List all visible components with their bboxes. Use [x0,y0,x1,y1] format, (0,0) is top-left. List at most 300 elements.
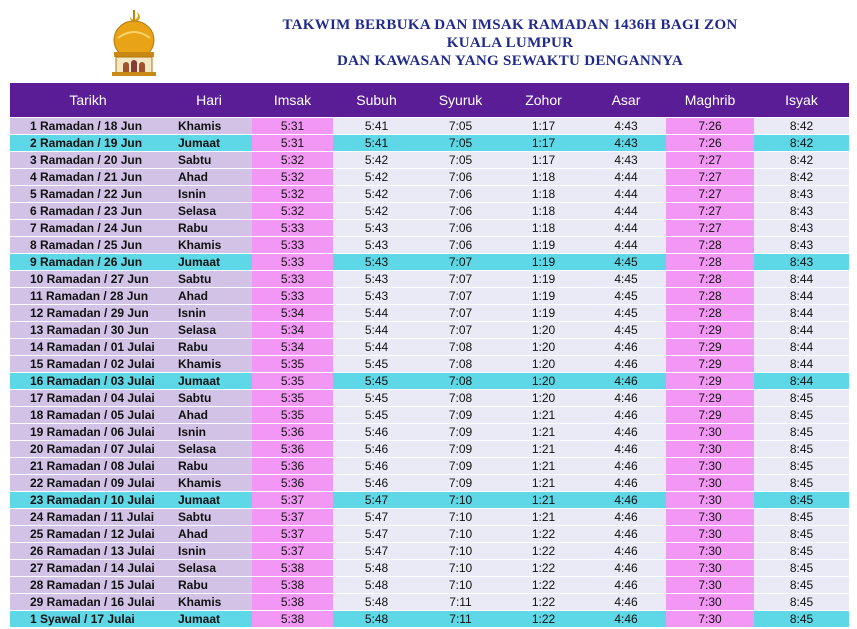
cell-isyak: 8:45 [754,560,849,577]
cell-syuruk: 7:09 [420,407,501,424]
cell-maghrib: 7:30 [666,475,754,492]
cell-tarikh: 11 Ramadan / 28 Jun [10,288,166,305]
cell-syuruk: 7:11 [420,594,501,611]
cell-zohor: 1:21 [501,492,586,509]
cell-maghrib: 7:28 [666,288,754,305]
cell-imsak: 5:36 [252,424,333,441]
cell-imsak: 5:31 [252,135,333,152]
cell-subuh: 5:43 [333,220,420,237]
table-header-row [10,83,849,118]
table-row [10,186,849,203]
cell-hari: Ahad [166,526,252,543]
cell-asar: 4:46 [586,543,666,560]
mosque-dome-icon [106,8,162,78]
cell-hari: Selasa [166,560,252,577]
cell-hari: Selasa [166,441,252,458]
cell-subuh: 5:48 [333,560,420,577]
cell-maghrib: 7:30 [666,458,754,475]
cell-isyak: 8:45 [754,509,849,526]
cell-zohor: 1:21 [501,424,586,441]
cell-subuh: 5:43 [333,271,420,288]
cell-isyak: 8:45 [754,594,849,611]
cell-hari: Ahad [166,288,252,305]
cell-asar: 4:44 [586,220,666,237]
cell-zohor: 1:21 [501,475,586,492]
cell-asar: 4:43 [586,152,666,169]
cell-hari: Rabu [166,339,252,356]
cell-asar: 4:44 [586,203,666,220]
cell-isyak: 8:43 [754,203,849,220]
cell-subuh: 5:46 [333,458,420,475]
cell-imsak: 5:32 [252,203,333,220]
column-header-maghrib: Maghrib [666,83,754,118]
cell-syuruk: 7:06 [420,186,501,203]
table-row [10,390,849,407]
cell-asar: 4:45 [586,305,666,322]
cell-tarikh: 26 Ramadan / 13 Julai [10,543,166,560]
cell-zohor: 1:20 [501,339,586,356]
cell-isyak: 8:43 [754,237,849,254]
cell-tarikh: 14 Ramadan / 01 Julai [10,339,166,356]
column-header-syuruk: Syuruk [420,83,501,118]
cell-hari: Khamis [166,356,252,373]
cell-zohor: 1:20 [501,390,586,407]
cell-hari: Khamis [166,594,252,611]
cell-syuruk: 7:10 [420,509,501,526]
table-row [10,237,849,254]
table-row [10,424,849,441]
cell-isyak: 8:43 [754,186,849,203]
cell-asar: 4:46 [586,526,666,543]
cell-syuruk: 7:07 [420,305,501,322]
cell-subuh: 5:43 [333,254,420,271]
cell-asar: 4:46 [586,424,666,441]
cell-maghrib: 7:28 [666,271,754,288]
cell-isyak: 8:45 [754,407,849,424]
cell-tarikh: 27 Ramadan / 14 Julai [10,560,166,577]
cell-isyak: 8:45 [754,577,849,594]
cell-imsak: 5:35 [252,407,333,424]
cell-maghrib: 7:30 [666,577,754,594]
cell-maghrib: 7:27 [666,152,754,169]
column-header-imsak: Imsak [252,83,333,118]
cell-isyak: 8:43 [754,220,849,237]
cell-isyak: 8:44 [754,339,849,356]
cell-imsak: 5:37 [252,543,333,560]
cell-tarikh: 20 Ramadan / 07 Julai [10,441,166,458]
cell-imsak: 5:37 [252,526,333,543]
cell-isyak: 8:42 [754,152,849,169]
table-row [10,305,849,322]
table-row [10,203,849,220]
cell-asar: 4:46 [586,339,666,356]
cell-subuh: 5:48 [333,577,420,594]
cell-subuh: 5:47 [333,526,420,543]
cell-maghrib: 7:29 [666,373,754,390]
cell-syuruk: 7:07 [420,271,501,288]
cell-asar: 4:45 [586,288,666,305]
cell-zohor: 1:18 [501,186,586,203]
cell-imsak: 5:38 [252,560,333,577]
cell-maghrib: 7:30 [666,441,754,458]
cell-tarikh: 9 Ramadan / 26 Jun [10,254,166,271]
cell-imsak: 5:35 [252,373,333,390]
cell-hari: Sabtu [166,271,252,288]
cell-maghrib: 7:30 [666,560,754,577]
cell-subuh: 5:47 [333,509,420,526]
cell-imsak: 5:33 [252,237,333,254]
column-header-asar: Asar [586,83,666,118]
cell-maghrib: 7:30 [666,526,754,543]
cell-isyak: 8:45 [754,475,849,492]
cell-asar: 4:44 [586,186,666,203]
cell-syuruk: 7:10 [420,543,501,560]
cell-imsak: 5:31 [252,118,333,135]
cell-tarikh: 10 Ramadan / 27 Jun [10,271,166,288]
cell-zohor: 1:22 [501,594,586,611]
cell-imsak: 5:37 [252,492,333,509]
cell-syuruk: 7:06 [420,237,501,254]
cell-imsak: 5:32 [252,169,333,186]
cell-maghrib: 7:30 [666,543,754,560]
cell-syuruk: 7:09 [420,475,501,492]
table-row [10,475,849,492]
cell-zohor: 1:22 [501,560,586,577]
cell-subuh: 5:43 [333,237,420,254]
cell-isyak: 8:45 [754,611,849,628]
cell-hari: Sabtu [166,509,252,526]
cell-subuh: 5:46 [333,475,420,492]
cell-hari: Rabu [166,458,252,475]
column-header-isyak: Isyak [754,83,849,118]
cell-maghrib: 7:27 [666,203,754,220]
cell-asar: 4:43 [586,118,666,135]
cell-tarikh: 3 Ramadan / 20 Jun [10,152,166,169]
cell-maghrib: 7:27 [666,169,754,186]
cell-imsak: 5:33 [252,271,333,288]
cell-subuh: 5:47 [333,543,420,560]
cell-imsak: 5:36 [252,441,333,458]
cell-zohor: 1:18 [501,220,586,237]
cell-maghrib: 7:30 [666,594,754,611]
cell-hari: Isnin [166,424,252,441]
cell-isyak: 8:45 [754,458,849,475]
cell-subuh: 5:46 [333,424,420,441]
cell-maghrib: 7:29 [666,407,754,424]
cell-isyak: 8:44 [754,322,849,339]
cell-asar: 4:46 [586,441,666,458]
cell-maghrib: 7:26 [666,135,754,152]
cell-asar: 4:46 [586,594,666,611]
cell-zohor: 1:21 [501,509,586,526]
cell-hari: Ahad [166,169,252,186]
table-row [10,118,849,135]
cell-hari: Jumaat [166,254,252,271]
table-row [10,135,849,152]
table-row [10,152,849,169]
cell-asar: 4:45 [586,254,666,271]
cell-isyak: 8:44 [754,271,849,288]
cell-isyak: 8:45 [754,543,849,560]
cell-zohor: 1:20 [501,322,586,339]
cell-maghrib: 7:29 [666,339,754,356]
cell-imsak: 5:33 [252,288,333,305]
table-row [10,526,849,543]
cell-maghrib: 7:28 [666,237,754,254]
cell-zohor: 1:18 [501,169,586,186]
cell-syuruk: 7:10 [420,560,501,577]
cell-tarikh: 1 Ramadan / 18 Jun [10,118,166,135]
cell-maghrib: 7:30 [666,509,754,526]
cell-hari: Khamis [166,118,252,135]
cell-subuh: 5:41 [333,118,420,135]
cell-imsak: 5:35 [252,356,333,373]
cell-hari: Jumaat [166,135,252,152]
cell-syuruk: 7:05 [420,118,501,135]
cell-isyak: 8:43 [754,254,849,271]
cell-subuh: 5:44 [333,305,420,322]
cell-imsak: 5:36 [252,458,333,475]
cell-subuh: 5:42 [333,169,420,186]
cell-tarikh: 23 Ramadan / 10 Julai [10,492,166,509]
cell-tarikh: 6 Ramadan / 23 Jun [10,203,166,220]
cell-syuruk: 7:08 [420,356,501,373]
cell-tarikh: 1 Syawal / 17 Julai [10,611,166,628]
cell-maghrib: 7:29 [666,322,754,339]
cell-imsak: 5:32 [252,186,333,203]
table-row [10,560,849,577]
cell-imsak: 5:38 [252,577,333,594]
cell-zohor: 1:21 [501,407,586,424]
cell-asar: 4:46 [586,356,666,373]
cell-maghrib: 7:28 [666,254,754,271]
cell-syuruk: 7:05 [420,135,501,152]
cell-subuh: 5:43 [333,288,420,305]
cell-imsak: 5:38 [252,611,333,628]
cell-subuh: 5:48 [333,611,420,628]
cell-asar: 4:46 [586,577,666,594]
cell-tarikh: 29 Ramadan / 16 Julai [10,594,166,611]
cell-hari: Jumaat [166,492,252,509]
cell-syuruk: 7:09 [420,424,501,441]
cell-isyak: 8:45 [754,390,849,407]
cell-tarikh: 4 Ramadan / 21 Jun [10,169,166,186]
title-line-3: DAN KAWASAN YANG SEWAKTU DENGANNYA [336,53,684,69]
cell-subuh: 5:42 [333,203,420,220]
cell-tarikh: 15 Ramadan / 02 Julai [10,356,166,373]
cell-hari: Jumaat [166,373,252,390]
cell-asar: 4:45 [586,322,666,339]
cell-hari: Selasa [166,203,252,220]
table-row [10,288,849,305]
cell-hari: Rabu [166,220,252,237]
table-row [10,322,849,339]
cell-subuh: 5:45 [333,407,420,424]
cell-syuruk: 7:09 [420,458,501,475]
cell-isyak: 8:45 [754,526,849,543]
cell-maghrib: 7:29 [666,390,754,407]
column-header-subuh: Subuh [333,83,420,118]
cell-isyak: 8:44 [754,356,849,373]
cell-imsak: 5:32 [252,152,333,169]
cell-hari: Isnin [166,543,252,560]
cell-zohor: 1:22 [501,577,586,594]
cell-zohor: 1:20 [501,373,586,390]
cell-isyak: 8:42 [754,169,849,186]
cell-tarikh: 18 Ramadan / 05 Julai [10,407,166,424]
cell-hari: Khamis [166,475,252,492]
cell-imsak: 5:33 [252,220,333,237]
table-row [10,509,849,526]
cell-syuruk: 7:08 [420,373,501,390]
cell-maghrib: 7:27 [666,220,754,237]
cell-subuh: 5:44 [333,322,420,339]
cell-hari: Sabtu [166,390,252,407]
cell-subuh: 5:45 [333,390,420,407]
cell-imsak: 5:37 [252,509,333,526]
cell-imsak: 5:35 [252,390,333,407]
cell-asar: 4:46 [586,390,666,407]
cell-zohor: 1:21 [501,458,586,475]
cell-subuh: 5:46 [333,441,420,458]
cell-tarikh: 22 Ramadan / 09 Julai [10,475,166,492]
cell-zohor: 1:19 [501,288,586,305]
cell-zohor: 1:17 [501,135,586,152]
cell-subuh: 5:41 [333,135,420,152]
cell-isyak: 8:45 [754,441,849,458]
cell-syuruk: 7:09 [420,441,501,458]
cell-maghrib: 7:30 [666,492,754,509]
cell-maghrib: 7:30 [666,611,754,628]
cell-syuruk: 7:06 [420,220,501,237]
table-row [10,492,849,509]
cell-syuruk: 7:10 [420,526,501,543]
cell-subuh: 5:42 [333,152,420,169]
cell-hari: Khamis [166,237,252,254]
cell-isyak: 8:44 [754,305,849,322]
cell-syuruk: 7:07 [420,322,501,339]
cell-zohor: 1:22 [501,543,586,560]
cell-maghrib: 7:26 [666,118,754,135]
cell-subuh: 5:45 [333,356,420,373]
cell-subuh: 5:45 [333,373,420,390]
cell-isyak: 8:42 [754,118,849,135]
cell-asar: 4:46 [586,611,666,628]
cell-tarikh: 21 Ramadan / 08 Julai [10,458,166,475]
cell-subuh: 5:48 [333,594,420,611]
table-row [10,220,849,237]
cell-asar: 4:44 [586,237,666,254]
cell-maghrib: 7:27 [666,186,754,203]
cell-isyak: 8:42 [754,135,849,152]
cell-syuruk: 7:06 [420,203,501,220]
cell-syuruk: 7:07 [420,288,501,305]
cell-hari: Jumaat [166,611,252,628]
cell-hari: Sabtu [166,152,252,169]
cell-asar: 4:46 [586,407,666,424]
cell-asar: 4:46 [586,373,666,390]
page-title [170,16,850,70]
cell-asar: 4:46 [586,509,666,526]
cell-zohor: 1:22 [501,611,586,628]
cell-hari: Isnin [166,186,252,203]
column-header-zohor: Zohor [501,83,586,118]
cell-maghrib: 7:29 [666,356,754,373]
table-row [10,543,849,560]
cell-syuruk: 7:10 [420,577,501,594]
cell-isyak: 8:45 [754,424,849,441]
cell-syuruk: 7:06 [420,169,501,186]
cell-syuruk: 7:08 [420,339,501,356]
table-row [10,254,849,271]
cell-isyak: 8:44 [754,288,849,305]
table-row [10,271,849,288]
cell-tarikh: 7 Ramadan / 24 Jun [10,220,166,237]
table-row [10,441,849,458]
cell-imsak: 5:34 [252,322,333,339]
table-row [10,594,849,611]
cell-hari: Rabu [166,577,252,594]
cell-imsak: 5:33 [252,254,333,271]
title-line-1: TAKWIM BERBUKA DAN IMSAK RAMADAN 1436H BAGI ZON [282,17,738,33]
cell-zohor: 1:18 [501,203,586,220]
column-header-tarikh: Tarikh [10,83,166,118]
cell-asar: 4:46 [586,492,666,509]
column-header-hari: Hari [166,83,252,118]
cell-tarikh: 28 Ramadan / 15 Julai [10,577,166,594]
cell-asar: 4:46 [586,458,666,475]
cell-zohor: 1:19 [501,237,586,254]
cell-tarikh: 17 Ramadan / 04 Julai [10,390,166,407]
cell-maghrib: 7:28 [666,305,754,322]
table-row [10,611,849,628]
cell-isyak: 8:44 [754,373,849,390]
cell-tarikh: 19 Ramadan / 06 Julai [10,424,166,441]
cell-asar: 4:45 [586,271,666,288]
table-row [10,407,849,424]
cell-asar: 4:44 [586,169,666,186]
cell-zohor: 1:20 [501,356,586,373]
cell-tarikh: 13 Ramadan / 30 Jun [10,322,166,339]
cell-zohor: 1:19 [501,271,586,288]
cell-zohor: 1:17 [501,118,586,135]
cell-tarikh: 16 Ramadan / 03 Julai [10,373,166,390]
cell-syuruk: 7:10 [420,492,501,509]
cell-tarikh: 24 Ramadan / 11 Julai [10,509,166,526]
table-row [10,339,849,356]
cell-zohor: 1:22 [501,526,586,543]
cell-maghrib: 7:30 [666,424,754,441]
cell-syuruk: 7:05 [420,152,501,169]
cell-tarikh: 8 Ramadan / 25 Jun [10,237,166,254]
table-row [10,458,849,475]
title-line-2: KUALA LUMPUR [446,35,574,51]
cell-zohor: 1:19 [501,254,586,271]
cell-imsak: 5:36 [252,475,333,492]
cell-asar: 4:46 [586,560,666,577]
cell-tarikh: 12 Ramadan / 29 Jun [10,305,166,322]
cell-imsak: 5:34 [252,339,333,356]
cell-zohor: 1:19 [501,305,586,322]
cell-zohor: 1:17 [501,152,586,169]
cell-imsak: 5:34 [252,305,333,322]
table-row [10,577,849,594]
table-row [10,373,849,390]
cell-subuh: 5:44 [333,339,420,356]
cell-hari: Isnin [166,305,252,322]
cell-hari: Selasa [166,322,252,339]
cell-hari: Ahad [166,407,252,424]
